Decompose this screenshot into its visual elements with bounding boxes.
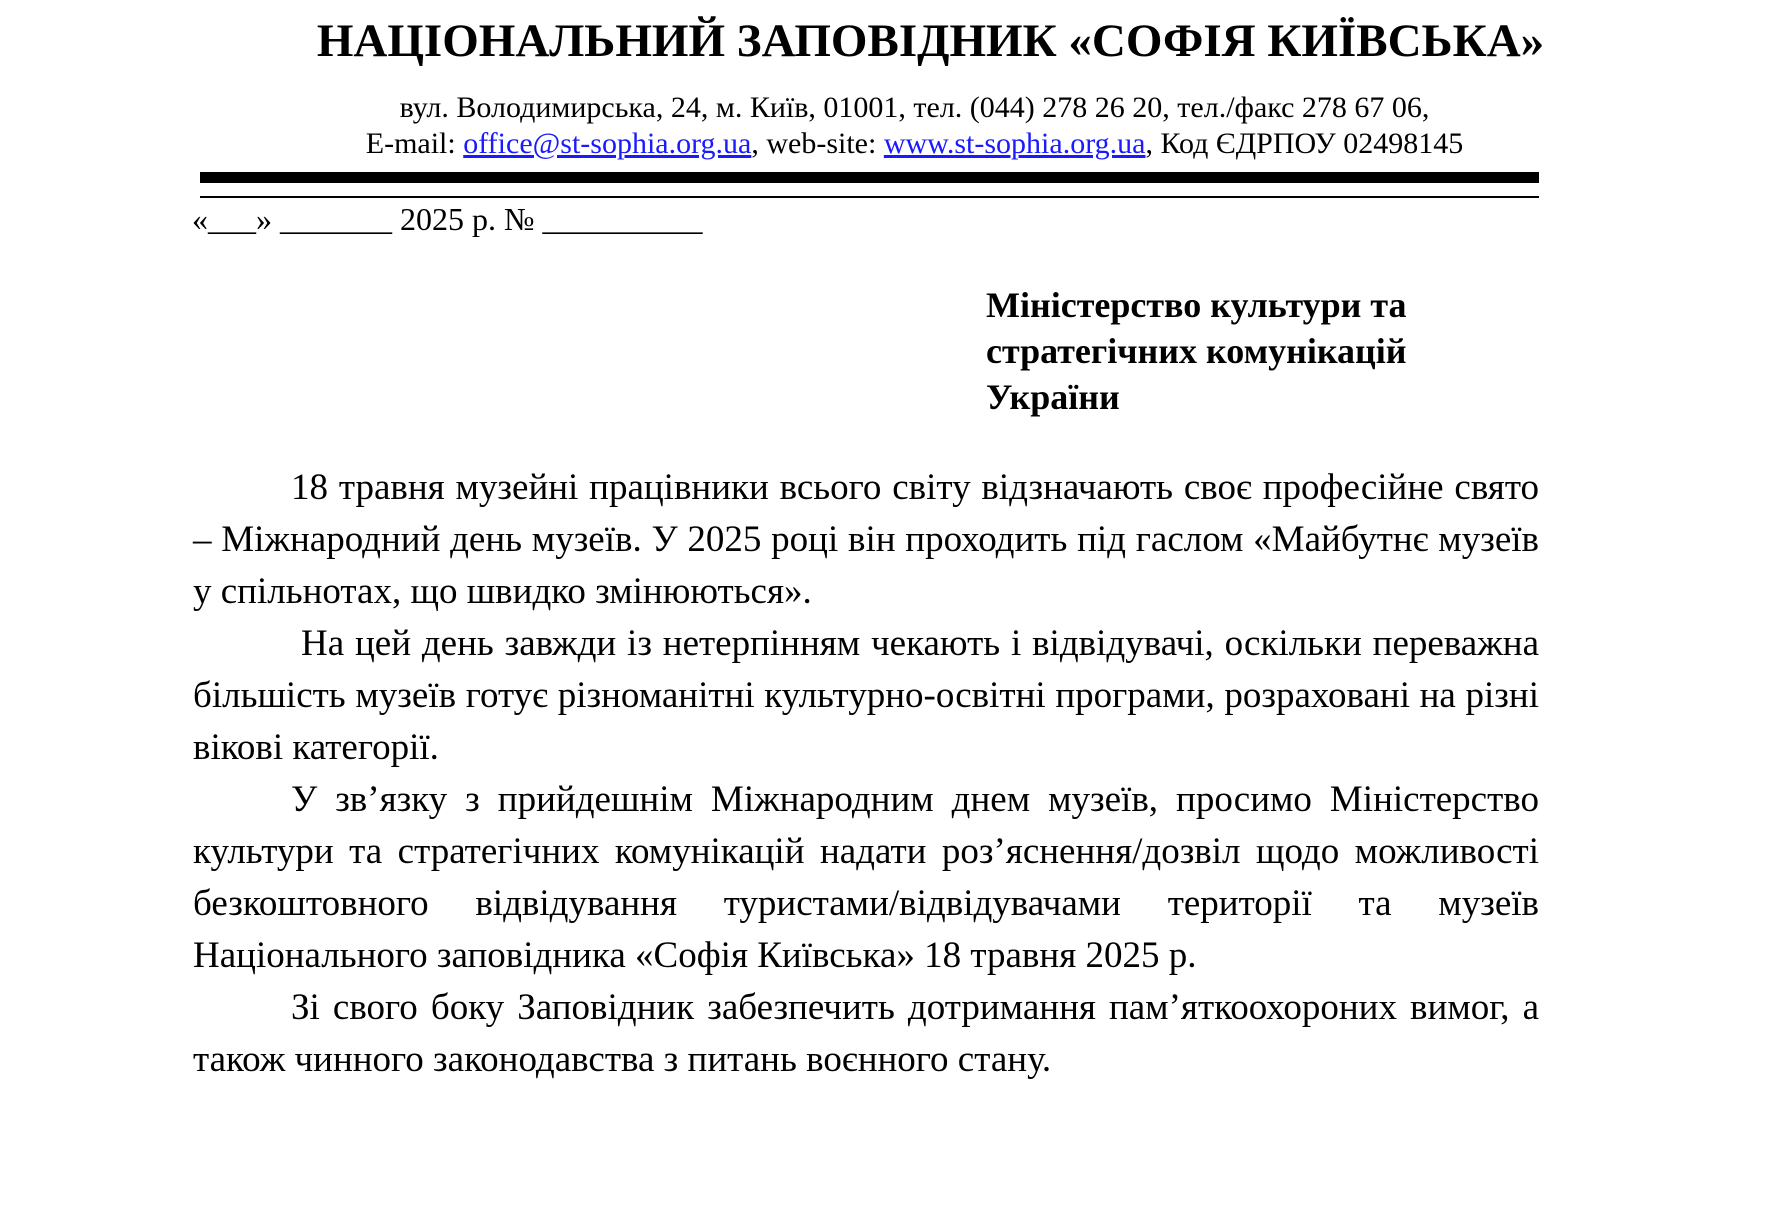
- registration-line: «___» _______ 2025 р. № __________: [192, 201, 703, 237]
- email-link[interactable]: office@st-sophia.org.ua: [463, 127, 752, 160]
- addressee-block: [986, 282, 1407, 420]
- website-label: , web-site:: [751, 127, 884, 160]
- letter-body: [193, 462, 1539, 1086]
- header-divider-thick: [200, 172, 1539, 183]
- body-paragraph: 18 травня музейні працівники всього світу відзначають своє професійне свято – Міжнародний день музеїв. У 2025 році він проходить під гаслом «Майбутнє музеїв у спільнотах, що швидко змінюються».: [193, 467, 1539, 612]
- addressee-line: України: [986, 377, 1120, 417]
- website-link[interactable]: www.st-sophia.org.ua: [883, 127, 1146, 160]
- addressee-line: стратегічних комунікацій: [986, 331, 1407, 371]
- body-paragraph: Зі свого боку Заповідник забезпечить дотримання пам’яткоохороних вимог, а також чинного законодавства з питань воєнного стану.: [193, 987, 1539, 1080]
- email-label: E-mail:: [365, 127, 464, 160]
- organization-name: НАЦІОНАЛЬНИЙ ЗАПОВІДНИК «СОФІЯ КИЇВСЬКА»: [316, 15, 1545, 67]
- header-divider-thin: [200, 196, 1539, 198]
- contact-line: [200, 126, 1539, 162]
- addressee-line: Міністерство культури та: [986, 285, 1407, 325]
- address-line: вул. Володимирська, 24, м. Київ, 01001, тел. (044) 278 26 20, тел./факс 278 67 06,: [399, 91, 1430, 124]
- body-paragraph: На цей день завжди із нетерпінням чекають і відвідувачі, оскільки переважна більшість музеїв готує різноманітні культурно-освітні програми, розраховані на різні вікові категорії.: [193, 623, 1539, 768]
- edrpou-code: , Код ЄДРПОУ 02498145: [1145, 127, 1464, 160]
- contact-block: [200, 90, 1539, 162]
- body-paragraph: У зв’язку з прийдешнім Міжнародним днем музеїв, просимо Міністерство культури та стратегічних комунікацій надати роз’яснення/дозвіл щодо можливості безкоштовного відвідування туристами/відвідувачами території та музеїв Національного заповідника «Софія Київська» 18 травня 2025 р.: [193, 779, 1539, 976]
